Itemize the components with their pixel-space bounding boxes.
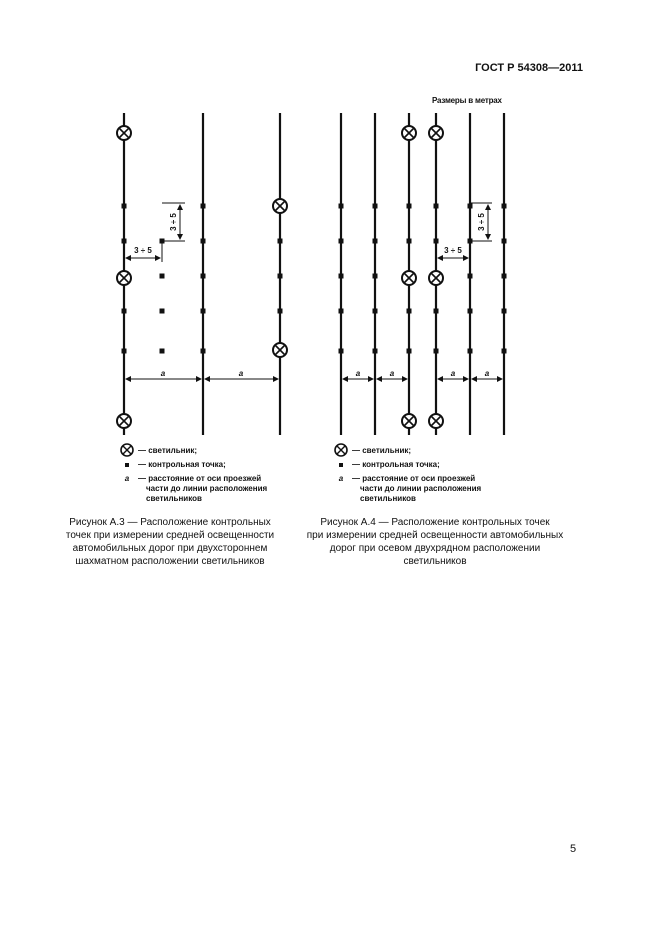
legend-a4 xyxy=(330,446,530,504)
caption-line: точек при измерении средней освещенности xyxy=(65,530,275,541)
dimension-label: 3 ÷ 5 xyxy=(444,246,462,255)
dimension-label: 3 ÷ 5 xyxy=(169,213,178,231)
legend-a-text: — расстояние от оси проезжей xyxy=(352,474,476,483)
lamp-icon xyxy=(402,126,416,140)
lamp-icon xyxy=(429,414,443,428)
figure-a3 xyxy=(117,113,287,435)
legend-a-text: части до линии расположения xyxy=(146,484,268,493)
caption-a3 xyxy=(50,516,290,568)
legend-a-text: части до линии расположения xyxy=(360,484,482,493)
dimension-label: а xyxy=(238,369,244,378)
caption-line: при измерении средней освещенности автомобильных xyxy=(306,530,564,541)
caption-line: Рисунок А.4 — Расположение контрольных точек xyxy=(320,517,550,528)
dimension-label: а xyxy=(450,369,456,378)
page-number: 5 xyxy=(570,843,577,855)
standard-header: ГОСТ Р 54308—2011 xyxy=(475,62,583,74)
legend-a-text: — расстояние от оси проезжей xyxy=(138,474,262,483)
caption-line: шахматном расположении светильников xyxy=(75,556,265,567)
caption-line: светильников xyxy=(403,556,467,567)
lamp-icon xyxy=(117,271,131,285)
legend-a3 xyxy=(116,446,306,504)
caption-line: дорог при осевом двухрядном расположении xyxy=(329,543,541,554)
legend-a-symbol: а xyxy=(338,474,344,483)
legend-a-text: светильников xyxy=(360,494,416,503)
lamp-icon xyxy=(402,271,416,285)
lamp-icon xyxy=(273,343,287,357)
legend-a-symbol: а xyxy=(124,474,130,483)
legend-point-text: — контрольная точка; xyxy=(138,460,226,469)
lamp-icon xyxy=(429,126,443,140)
lamp-icon xyxy=(429,271,443,285)
dimension-label: 3 ÷ 5 xyxy=(477,213,486,231)
caption-line: автомобильных дорог при двухстороннем xyxy=(72,543,268,554)
lamp-icon xyxy=(117,414,131,428)
dimension-label: а xyxy=(160,369,166,378)
dimension-label: а xyxy=(355,369,361,378)
legend-point-text: — контрольная точка; xyxy=(352,460,440,469)
caption-line: Рисунок А.3 — Расположение контрольных xyxy=(69,517,271,528)
legend-lamp-text: — светильник; xyxy=(352,446,412,455)
dimension-label: а xyxy=(389,369,395,378)
lamp-icon xyxy=(273,199,287,213)
lamp-icon xyxy=(402,414,416,428)
dimension-label: 3 ÷ 5 xyxy=(134,246,152,255)
caption-a4 xyxy=(295,516,575,568)
lamp-icon xyxy=(117,126,131,140)
legend-a-text: светильников xyxy=(146,494,202,503)
dimensions-note: Размеры в метрах xyxy=(432,96,502,105)
dimension-label: а xyxy=(484,369,490,378)
figure-a4 xyxy=(339,113,507,435)
legend-lamp-text: — светильник; xyxy=(138,446,198,455)
